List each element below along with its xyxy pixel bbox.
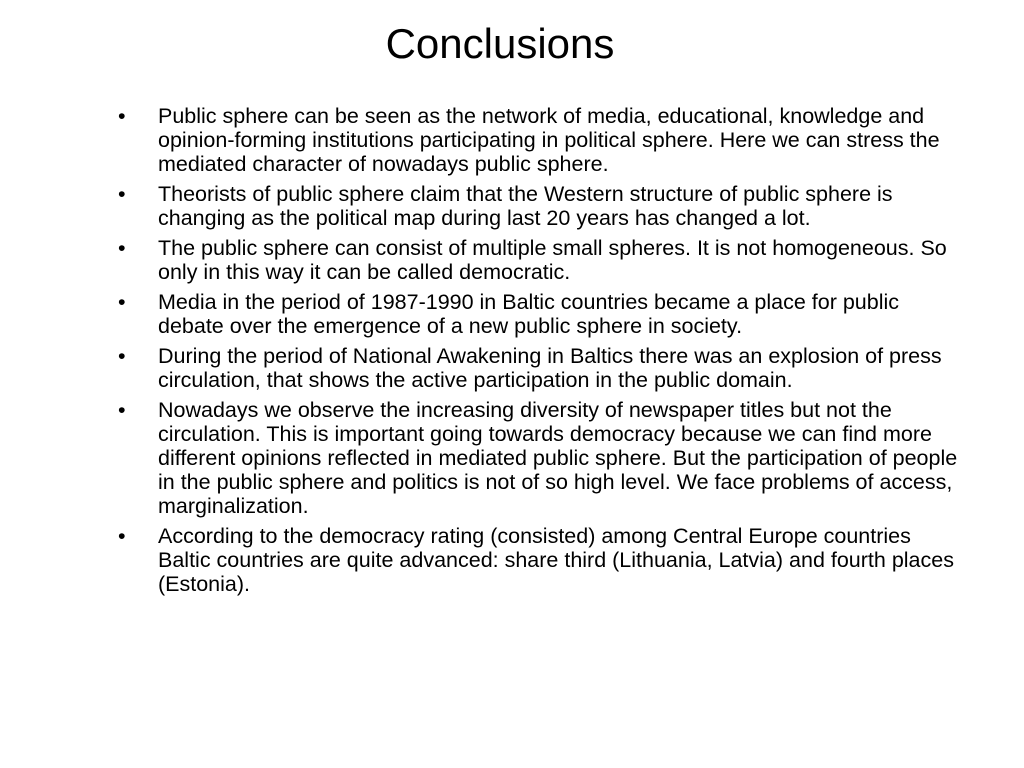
bullet-item — [118, 398, 958, 518]
bullet-text: During the period of National Awakening in Baltics there was an explosion of press circulation, that shows the active participation in the public domain. — [158, 344, 942, 392]
bullet-item — [118, 290, 958, 338]
bullet-icon: • — [118, 182, 126, 206]
bullet-text: Nowadays we observe the increasing diversity of newspaper titles but not the circulation. This is important going towards democracy because we can find more different opinions reflected in mediated public sphere. But the participation of people in the public sphere and politics is not of so high level. We face problems of access, marginalization. — [158, 398, 958, 518]
bullet-text: Theorists of public sphere claim that the Western structure of public sphere is changing as the political map during last 20 years has changed a lot. — [158, 182, 893, 230]
bullet-icon: • — [118, 104, 126, 128]
bullet-icon: • — [118, 236, 126, 260]
bullet-icon: • — [118, 344, 126, 368]
slide-title: Conclusions — [385, 20, 615, 67]
bullet-text: The public sphere can consist of multiple small spheres. It is not homogeneous. So only in this way it can be called democratic. — [158, 236, 947, 284]
bullet-item — [118, 236, 958, 284]
bullet-item — [118, 524, 958, 596]
bullet-list — [118, 104, 958, 602]
bullet-item — [118, 182, 958, 230]
bullet-text: According to the democracy rating (consisted) among Central Europe countries Baltic countries are quite advanced: share third (Lithuania, Latvia) and fourth places (Estonia). — [158, 524, 954, 596]
bullet-text: Public sphere can be seen as the network of media, educational, knowledge and opinion-forming institutions participating in political sphere. Here we can stress the mediated character of nowadays public sphere. — [158, 104, 940, 176]
bullet-icon: • — [118, 290, 126, 314]
bullet-text: Media in the period of 1987-1990 in Baltic countries became a place for public debate over the emergence of a new public sphere in society. — [158, 290, 900, 338]
bullet-icon: • — [118, 524, 126, 548]
bullet-icon: • — [118, 398, 126, 422]
bullet-item — [118, 104, 958, 176]
bullet-item — [118, 344, 958, 392]
